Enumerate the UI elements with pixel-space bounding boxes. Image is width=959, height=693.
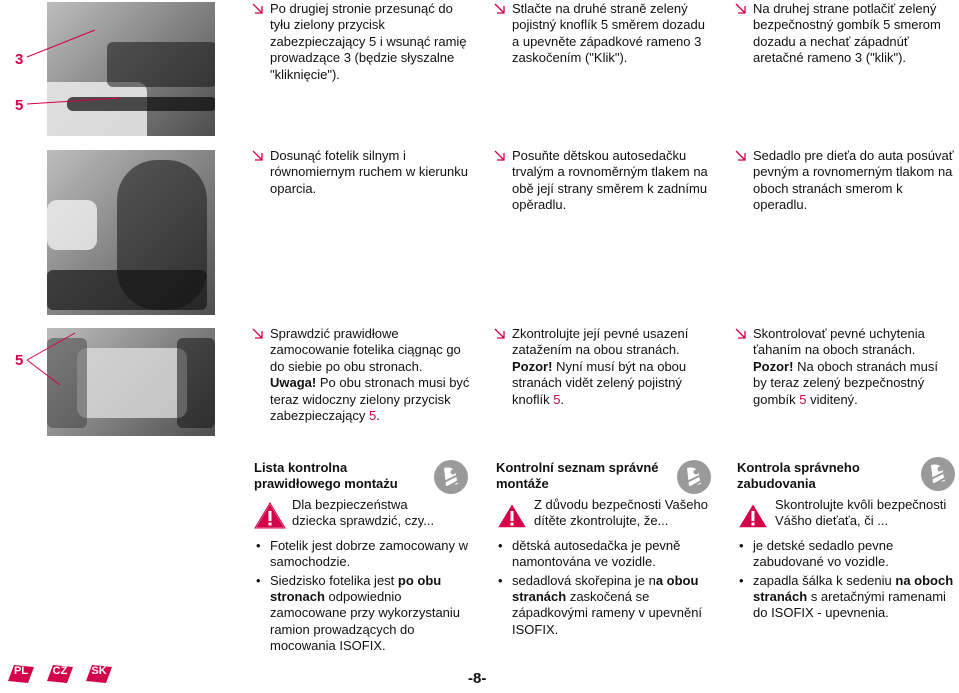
arrow-down-right-icon: [735, 327, 748, 340]
callout-5: 5: [15, 352, 24, 369]
list-item: • dětská autosedačka je pevně namontována ve vozidle.: [496, 538, 718, 571]
instruction-cz-row1: Stlačte na druhé straně zelený pojistný knoflík 5 směrem dozadu a upevněte západkové rameno 3 zaskočením ("Klik").: [494, 1, 714, 67]
child-seat-icon: [677, 460, 711, 494]
child-seat-icon: [434, 460, 468, 494]
instruction-sk-row1: Na druhej strane potlačiť zelený bezpečnostný gombík 5 smerom dozadu a nechať západnúť aretačné rameno 3 ("klik").: [735, 1, 955, 67]
instruction-pl-row3: Sprawdzić prawidłowe zamocowanie fotelika ciągnąc go do siebie po obu stronach. Uwaga! Po obu stronach musi być teraz widoczny zielony przycisk zabezpieczający 5.: [252, 326, 472, 424]
warning-triangle-icon: [254, 501, 286, 529]
instruction-cz-row2: Posuňte dětskou autosedačku trvalým a rovnoměrným tlakem na obě její strany směrem k zadnímu opěradlu.: [494, 148, 714, 214]
checklist-items: [737, 538, 955, 622]
checklist-items: [496, 538, 718, 638]
checklist-title: Kontrolní seznam správné montáže: [496, 460, 659, 492]
language-badge-sk: SK: [84, 663, 114, 683]
list-item: • je detské sedadlo pevne zabudované vo vozidle.: [737, 538, 955, 571]
checklist-title: Kontrola správneho zabudovania: [737, 460, 860, 492]
warning-triangle-icon: [737, 501, 769, 529]
checklist-title: Lista kontrolna prawidłowego montażu: [254, 460, 398, 492]
checklist-items: [254, 538, 476, 655]
arrow-down-right-icon: [252, 149, 265, 162]
arrow-down-right-icon: [735, 149, 748, 162]
arrow-down-right-icon: [494, 327, 507, 340]
list-item: • Fotelik jest dobrze zamocowany w samochodzie.: [254, 538, 476, 571]
instruction-sk-row3: Skontrolovať pevné uchytenia ťahaním na oboch stranách. Pozor! Na oboch stranách musí by teraz zelený bezpečnostný gombík 5 viditený.: [735, 326, 955, 408]
arrow-down-right-icon: [494, 149, 507, 162]
child-seat-icon: [921, 457, 955, 491]
callout-5: 5: [15, 97, 24, 114]
language-badge-pl: PL: [6, 663, 36, 683]
instruction-pl-row2: Dosunąć fotelik silnym i równomiernym ruchem w kierunku oparcia.: [252, 148, 472, 197]
checklist-warning: Skontrolujte kvôli bezpečnosti Vášho dieťaťa, či ...: [775, 496, 947, 529]
checklist-warning: Z důvodu bezpečnosti Vašeho dítěte zkontrolujte, že...: [534, 496, 708, 529]
page-number: -8-: [468, 670, 487, 687]
list-item: • Siedzisko fotelika jest po obu stronach odpowiednio zamocowane przy wykorzystaniu ramion prowadzących do mocowania ISOFIX.: [254, 573, 476, 655]
callout-3: 3: [15, 51, 24, 68]
arrow-down-right-icon: [735, 2, 748, 15]
warning-triangle-icon: [496, 501, 528, 529]
language-badge-cz: CZ: [45, 663, 75, 683]
checklist-warning: Dla bezpieczeństwa dziecka sprawdzić, czy...: [292, 496, 435, 529]
instruction-cz-row3: Zkontrolujte její pevné usazení zatažením na obou stranách. Pozor! Nyní musí být na obou stranách vidět zelený pojistný knoflík 5.: [494, 326, 714, 408]
instruction-pl-row1: Po drugiej stronie przesunąć do tyłu zielony przycisk zabezpieczający 5 i wsunąć ramię prowadzące 3 (będzie słyszalne "kliknięcie").: [252, 1, 472, 83]
instruction-sk-row2: Sedadlo pre dieťa do auta posúvať pevným a rovnomerným tlakom na oboch stranách smerom k operadlu.: [735, 148, 955, 214]
list-item: • sedadlová skořepina je na obou stranách zaskočená se západkovými rameny v upevnění ISOFIX.: [496, 573, 718, 639]
arrow-down-right-icon: [252, 2, 265, 15]
arrow-down-right-icon: [252, 327, 265, 340]
arrow-down-right-icon: [494, 2, 507, 15]
list-item: • zapadla šálka k sedeniu na oboch stranách s aretačnými ramenami do ISOFIX - upevnenia.: [737, 573, 955, 622]
